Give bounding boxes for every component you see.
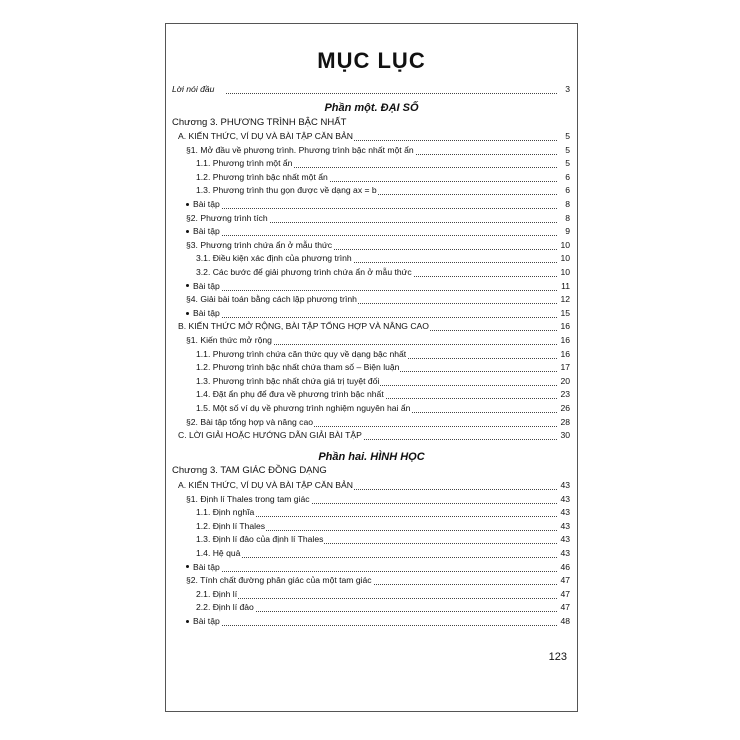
toc-leader-dots — [190, 558, 557, 572]
toc-label: A. KIẾN THỨC, VÍ DỤ VÀ BÀI TẬP CĂN BẢN — [178, 480, 353, 490]
toc-page-number: 16 — [560, 335, 570, 345]
toc-label: 2.1. Định lí — [196, 588, 238, 599]
toc-page-number: 6 — [565, 171, 570, 182]
toc-leader-dots — [226, 80, 557, 94]
toc-leader-dots — [200, 585, 557, 599]
toc-label: 1.1. Định nghĩa — [196, 507, 255, 518]
toc-label: §2. Phương trình tích — [186, 212, 268, 223]
toc-label: §2. Bài tập tổng hợp và nâng cao — [186, 416, 313, 427]
page-title: MỤC LỤC — [317, 48, 426, 73]
toc-label: 1.2. Định lí Thales — [196, 520, 266, 531]
document-page — [165, 23, 578, 712]
toc-label: 3.1. Điều kiện xác định của phương trình — [196, 253, 352, 264]
table-of-contents — [166, 24, 577, 711]
toc-leader-dots — [200, 544, 557, 558]
toc-label: Bài tập — [186, 307, 221, 320]
toc-page-number: 30 — [560, 430, 570, 441]
toc-label: Lời nói đầu — [172, 84, 215, 94]
toc-label: §1. Kiến thức mở rộng — [186, 335, 272, 345]
part-heading-geometry — [166, 451, 577, 463]
toc-row[interactable] — [166, 615, 577, 628]
toc-label: 1.3. Phương trình bậc nhất chứa giá trị tuyệt đối — [196, 375, 380, 386]
toc-page-number: 43 — [560, 548, 570, 558]
toc-page-number: 16 — [560, 321, 570, 332]
toc-page-number: 5 — [565, 158, 570, 169]
toc-label: 1.4. Đặt ẩn phụ để đưa về phương trình bậc nhất — [196, 389, 384, 400]
toc-page-number: 15 — [560, 307, 570, 318]
bullet-icon — [186, 230, 189, 233]
bullet-icon — [186, 620, 189, 623]
toc-page-number: 8 — [565, 199, 570, 209]
bullet-icon — [186, 312, 189, 315]
toc-page-number: 10 — [560, 267, 570, 277]
toc-page-number: 17 — [560, 362, 570, 373]
toc-page-number: 10 — [560, 253, 570, 264]
toc-label: C. LỜI GIẢI HOẶC HƯỚNG DẪN GIẢI BÀI TẬP — [178, 430, 362, 441]
toc-label: §1. Định lí Thales trong tam giác — [186, 493, 310, 504]
toc-leader-dots — [190, 222, 557, 236]
toc-page-number: 20 — [560, 375, 570, 386]
bullet-icon — [186, 284, 189, 287]
toc-row-preface[interactable] — [166, 83, 577, 96]
toc-page-number: 16 — [560, 348, 570, 359]
toc-label: Bài tập — [186, 198, 221, 211]
toc-label: Bài tập — [186, 225, 221, 238]
page-number: 123 — [548, 651, 567, 663]
toc-label: §1. Mở đầu về phương trình. Phương trình bậc nhất một ẩn — [186, 144, 414, 155]
toc-label: §4. Giải bài toán bằng cách lập phương trình — [186, 294, 357, 305]
toc-label: B. KIẾN THỨC MỞ RỘNG, BÀI TẬP TỔNG HỢP VÀ NÂNG CAO — [178, 321, 429, 332]
toc-page-number: 47 — [560, 588, 570, 599]
toc-page-number: 43 — [560, 493, 570, 504]
toc-label: 1.5. Một số ví dụ về phương trình nghiệm nguyên hai ẩn — [196, 403, 411, 413]
toc-page-number: 43 — [560, 534, 570, 545]
toc-leader-dots — [190, 195, 557, 209]
part-heading-text: Phần một. ĐẠI SỐ — [324, 102, 419, 114]
toc-label: Bài tập — [186, 615, 221, 628]
toc-page-number: 5 — [565, 131, 570, 141]
toc-page-number: 47 — [560, 602, 570, 613]
toc-leader-dots — [190, 612, 557, 626]
toc-label: Bài tập — [186, 280, 221, 293]
toc-page-number: 28 — [560, 416, 570, 427]
toc-page-number: 10 — [560, 239, 570, 250]
toc-page-number: 43 — [560, 520, 570, 531]
toc-page-number: 12 — [560, 294, 570, 305]
toc-label: 1.1. Phương trình chứa căn thức quy về dạng bậc nhất — [196, 348, 407, 359]
toc-label: Bài tập — [186, 561, 221, 574]
toc-label: 1.3. Định lí đảo của định lí Thales — [196, 534, 324, 545]
toc-row[interactable] — [166, 429, 577, 442]
toc-label: §2. Tính chất đường phân giác của một tam giác — [186, 575, 372, 586]
part-heading-text: Phần hai. HÌNH HỌC — [318, 451, 425, 463]
toc-leader-dots — [190, 304, 557, 318]
toc-page-number: 11 — [561, 280, 570, 291]
toc-label: 1.2. Phương trình bậc nhất một ẩn — [196, 171, 328, 182]
toc-page-number: 47 — [560, 575, 570, 586]
chapter-heading-geometry: Chương 3. TAM GIÁC ĐỒNG DẠNG — [172, 465, 327, 476]
toc-leader-dots — [190, 277, 557, 291]
toc-label: 1.2. Phương trình bậc nhất chứa tham số – Biện luận — [196, 362, 400, 373]
toc-page-number: 6 — [565, 185, 570, 196]
toc-label: §3. Phương trình chứa ẩn ở mẫu thức — [186, 239, 333, 250]
toc-page-number: 8 — [565, 212, 570, 223]
toc-label: A. KIẾN THỨC, VÍ DỤ VÀ BÀI TẬP CĂN BẢN — [178, 131, 353, 141]
bullet-icon — [186, 565, 189, 568]
toc-label: 3.2. Các bước để giải phương trình chứa ẩn ở mẫu thức — [196, 267, 412, 277]
toc-label: 1.1. Phương trình một ẩn — [196, 158, 293, 169]
toc-page-number: 9 — [565, 226, 570, 237]
toc-label: 1.4. Hệ quả — [196, 548, 241, 558]
toc-page-number: 23 — [560, 389, 570, 400]
toc-page-number: 46 — [560, 561, 570, 572]
toc-page-number: 43 — [560, 507, 570, 518]
toc-page-number: 3 — [565, 84, 570, 94]
chapter-heading-algebra: Chương 3. PHƯƠNG TRÌNH BẬC NHẤT — [172, 117, 347, 128]
toc-page-number: 26 — [560, 403, 570, 413]
toc-page-number: 5 — [565, 144, 570, 155]
toc-page-number: 48 — [560, 616, 570, 626]
toc-page-number: 43 — [560, 480, 570, 490]
toc-label: 1.3. Phương trình thu gọn được về dạng ax = b — [196, 185, 377, 196]
toc-label: 2.2. Định lí đảo — [196, 602, 254, 613]
bullet-icon — [186, 203, 189, 206]
part-heading-algebra — [166, 102, 577, 114]
